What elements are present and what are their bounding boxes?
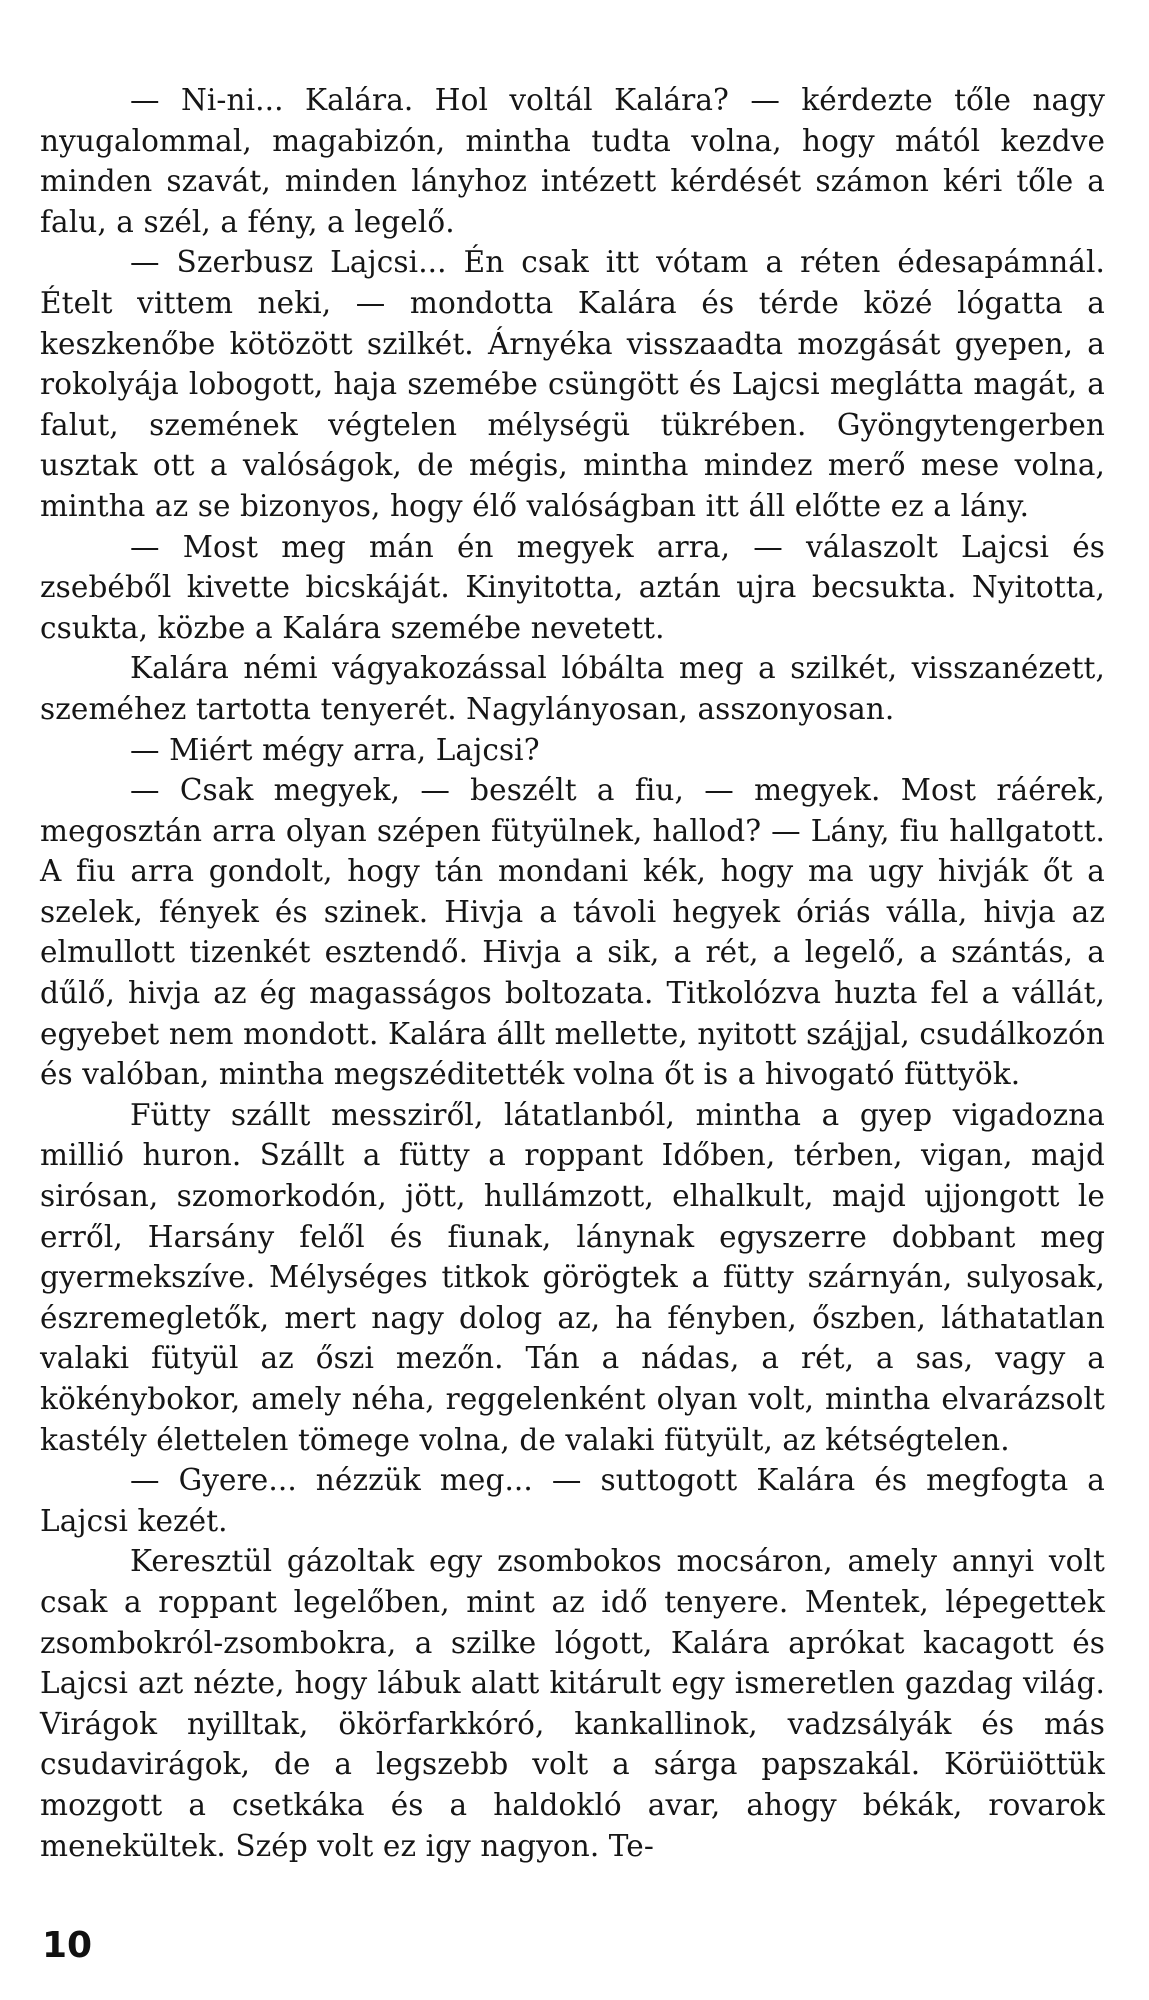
paragraph-2: — Szerbusz Lajcsi... Én csak itt vótam a réten édesapámnál. Ételt vittem neki, — mondotta Kalára és térde közé lógatta a keszkenőbe kötözött szilkét. Árnyéka visszaadta mozgását gyepen, a rokolyája lobogott, haja szemébe csüngött és Lajcsi meglátta magát, a falut, szemének végtelen mélységü tükrében. Gyöngytengerben usztak ott a valóságok, de mégis, mintha mindez merő mese volna, mintha az se bizonyos, hogy élő valóságban itt áll előtte ez a lány. — [40, 245, 1105, 523]
paragraph-7: Fütty szállt messziről, látatlanból, mintha a gyep vigadozna millió huron. Szállt a fütty a roppant Időben, térben, vigan, majd sirósan, szomorkodón, jött, hullámzott, elhalkult, majd ujjongott le erről, Harsány felől és fiunak, lánynak egyszerre dobbant meg gyermekszíve. Mélységes titkok görögtek a fütty szárnyán, sulyosak, észremegletők, mert nagy dolog az, ha fényben, őszben, láthatatlan valaki fütyül az őszi mezőn. Tán a nádas, a rét, a sas, vagy a kökénybokor, amely néha, reggelenként olyan volt, mintha elvarázsolt kastély élettelen tömege volna, de valaki fütyült, az kétségtelen. — [40, 1097, 1105, 1457]
paragraph-6: — Csak megyek, — beszélt a fiu, — megyek. Most ráérek, megosztán arra olyan szépen fütyülnek, hallod? — Lány, fiu hallgatott. A fiu arra gondolt, hogy tán mondani kék, hogy ma ugy hivják őt a szelek, fények és szinek. Hivja a távoli hegyek óriás válla, hivja az elmullott tizenkét esztendő. Hivja a sik, a rét, a legelő, a szántás, a dűlő, hivja az ég magasságos boltozata. Titkolózva huzta fel a vállát, egyebet nem mondott. Kalára állt mellette, nyitott szájjal, csudálkozón és valóban, mintha megszéditették volna őt is a hivogató füttyök. — [40, 773, 1105, 1092]
paragraph-3: — Most meg mán én megyek arra, — válaszolt Lajcsi és zsebéből kivette bicskáját. Kinyitotta, aztán ujra becsukta. Nyitotta, csukta, közbe a Kalára szemébe nevetett. — [40, 529, 1105, 645]
paragraph-5: — Miért mégy arra, Lajcsi? — [130, 732, 540, 767]
paragraph-1: — Ni-ni... Kalára. Hol voltál Kalára? — kérdezte tőle nagy nyugalommal, magabizón, mintha tudta volna, hogy mától kezdve minden szavát, minden lányhoz intézett kérdését számon kéri tőle a falu, a szél, a fény, a legelő. — [40, 83, 1105, 239]
paragraph-4: Kalára némi vágyakozással lóbálta meg a szilkét, visszanézett, szeméhez tartotta tenyerét. Nagylányosan, asszonyosan. — [40, 651, 1105, 726]
book-page — [40, 80, 1105, 1950]
page-number: 10 — [42, 1925, 93, 1966]
paragraph-9: Keresztül gázoltak egy zsombokos mocsáron, amely annyi volt csak a roppant legelőben, mint az idő tenyere. Mentek, lépegettek zsombokról-zsombokra, a szilke lógott, Kalára aprókat kacagott és Lajcsi azt nézte, hogy lábuk alatt kitárult egy ismeretlen gazdag világ. Virágok nyilltak, ökörfarkkóró, kankallinok, vadzsályák és más csudavirágok, de a legszebb volt a sárga papszakál. Körüiöttük mozgott a csetkáka és a haldokló avar, ahogy békák, rovarok menekültek. Szép volt ez igy nagyon. Te- — [40, 1544, 1105, 1863]
paragraph-8: — Gyere... nézzük meg... — suttogott Kalára és megfogta a Lajcsi kezét. — [40, 1463, 1105, 1538]
